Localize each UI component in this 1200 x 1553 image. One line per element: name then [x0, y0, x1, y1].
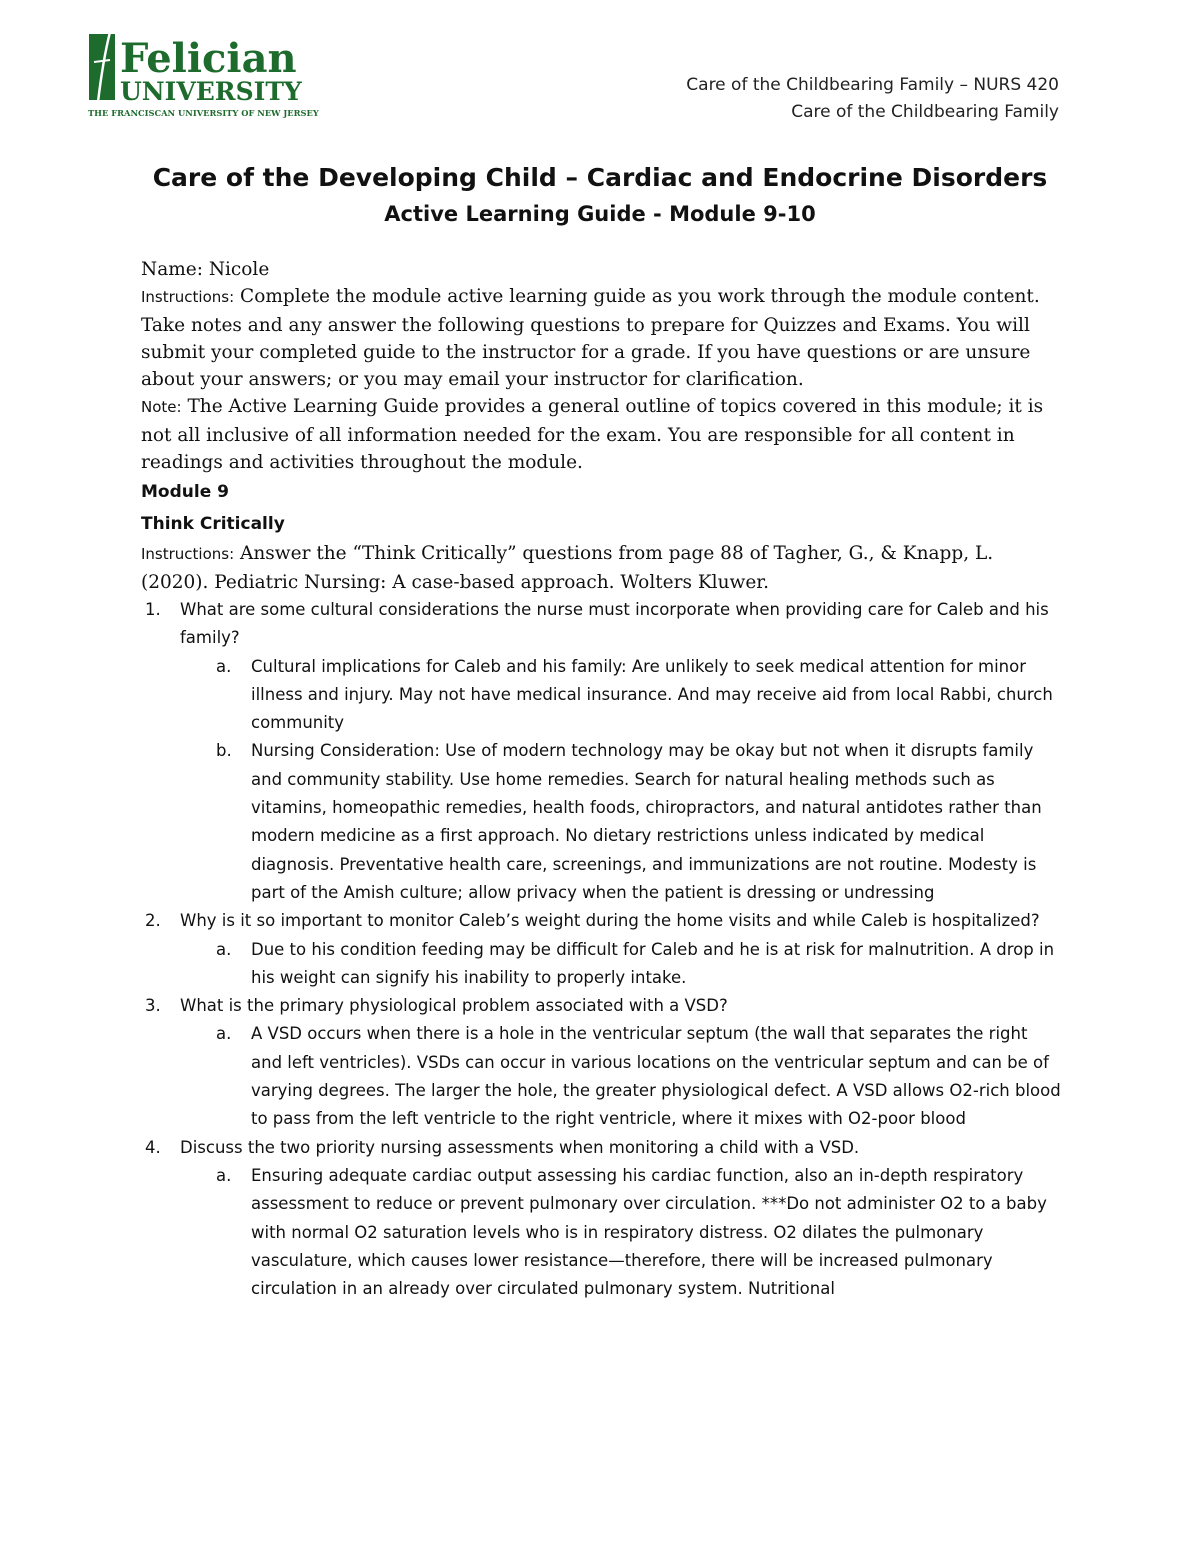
- answer-item: [180, 1162, 1061, 1303]
- question-number: 2.: [145, 911, 161, 931]
- note-text: The Active Learning Guide provides a general outline of topics covered in this module; it is not all inclusive of all information needed for the exam. You are responsible for all content in readings and activities throughout the module.: [141, 396, 1044, 474]
- answer-letter: a.: [216, 1024, 232, 1044]
- answer-text: Cultural implications for Caleb and his family: Are unlikely to seek medical attention for minor illness and injury. May not have medical insurance. And may receive aid from local Rabbi, church community: [251, 656, 1053, 733]
- felician-logo-icon: [86, 28, 338, 122]
- answer-text: A VSD occurs when there is a hole in the ventricular septum (the wall that separates the right and left ventricles). VSDs can occur in various locations on the ventricular septum and can be of varying degrees. The larger the hole, the greater physiological defect. A VSD allows O2-rich blood to pass from the left ventricle to the right ventricle, where it mixes with O2-poor blood: [251, 1024, 1061, 1129]
- answer-item: [180, 1020, 1061, 1133]
- answer-letter: a.: [216, 1165, 232, 1185]
- question-list: [141, 596, 1061, 1303]
- answer-item: [180, 737, 1061, 907]
- tc-instructions-label: Instructions:: [141, 545, 235, 564]
- instructions-label: Instructions:: [141, 288, 235, 307]
- answer-text: Ensuring adequate cardiac output assessing his cardiac function, also an in-depth respiratory assessment to reduce or prevent pulmonary over circulation. ***Do not administer O2 to a baby with normal O2 saturation levels who is in respiratory distress. O2 dilates the pulmonary vasculature, which causes lower resistance—therefore, there will be increased pulmonary circulation in an already over circulated pulmonary system. Nutritional: [251, 1165, 1047, 1299]
- answer-item: [180, 653, 1061, 738]
- question-item: [141, 596, 1061, 907]
- document-body: [141, 256, 1061, 1303]
- university-logo: [86, 28, 338, 122]
- question-item: [141, 907, 1061, 992]
- think-critically-instructions: [141, 540, 1061, 596]
- module-heading: Module 9: [141, 482, 229, 503]
- course-header: [686, 72, 1059, 126]
- course-line-1: Care of the Childbearing Family – NURS 420: [686, 75, 1059, 95]
- answer-list: [180, 1020, 1061, 1133]
- question-number: 1.: [145, 599, 161, 619]
- course-line-2: Care of the Childbearing Family: [791, 102, 1059, 122]
- answer-text: Nursing Consideration: Use of modern technology may be okay but not when it disrupts family and community stability. Use home remedies. Search for natural healing methods such as vitamins, homeopathic remedies, health foods, chiropractors, and natural antidotes rather than modern medicine as a first approach. No dietary restrictions unless indicated by medical diagnosis. Preventative health care, screenings, and immunizations are not routine. Modesty is part of the Amish culture; allow privacy when the patient is dressing or undressing: [251, 741, 1042, 902]
- section-heading: Think Critically: [141, 514, 285, 535]
- answer-text: Due to his condition feeding may be difficult for Caleb and he is at risk for malnutrition. A drop in his weight can signify his inability to properly intake.: [251, 939, 1055, 987]
- document-title: Care of the Developing Child – Cardiac and Endocrine Disorders: [152, 163, 1048, 192]
- question-text: Discuss the two priority nursing assessments when monitoring a child with a VSD.: [180, 1137, 860, 1157]
- question-number: 4.: [145, 1137, 161, 1157]
- question-number: 3.: [145, 996, 161, 1016]
- logo-subname: UNIVERSITY: [120, 77, 302, 106]
- instructions-paragraph: [141, 283, 1061, 393]
- document-subtitle: Active Learning Guide - Module 9-10: [384, 202, 816, 226]
- question-text: What are some cultural considerations the nurse must incorporate when providing care for Caleb and his family?: [180, 599, 1049, 648]
- logo-tagline: THE FRANCISCAN UNIVERSITY OF NEW JERSEY: [88, 108, 319, 118]
- tc-instructions-text: Answer the “Think Critically” questions from page 88 of Tagher, G., & Knapp, L. (2020). Pediatric Nursing: A case-based approach. Wolters Kluwer.: [141, 543, 994, 593]
- answer-letter: b.: [216, 741, 232, 761]
- answer-list: [180, 936, 1061, 993]
- question-item: [141, 992, 1061, 1133]
- question-text: Why is it so important to monitor Caleb’s weight during the home visits and while Caleb is hospitalized?: [180, 911, 1040, 931]
- question-text: What is the primary physiological problem associated with a VSD?: [180, 996, 728, 1016]
- note-paragraph: [141, 393, 1061, 476]
- question-item: [141, 1134, 1061, 1304]
- instructions-text: Complete the module active learning guide as you work through the module content. Take notes and any answer the following questions to prepare for Quizzes and Exams. You will submit your completed guide to the instructor for a grade. If you have questions or are unsure about your answers; or you may email your instructor for clarification.: [141, 286, 1040, 391]
- document-titles: [0, 160, 1200, 232]
- answer-list: [180, 653, 1061, 908]
- answer-item: [180, 936, 1061, 993]
- logo-name: Felician: [120, 35, 297, 82]
- student-name: Name: Nicole: [141, 259, 270, 280]
- note-label: Note:: [141, 398, 182, 417]
- answer-letter: a.: [216, 656, 232, 676]
- answer-list: [180, 1162, 1061, 1303]
- answer-letter: a.: [216, 939, 232, 959]
